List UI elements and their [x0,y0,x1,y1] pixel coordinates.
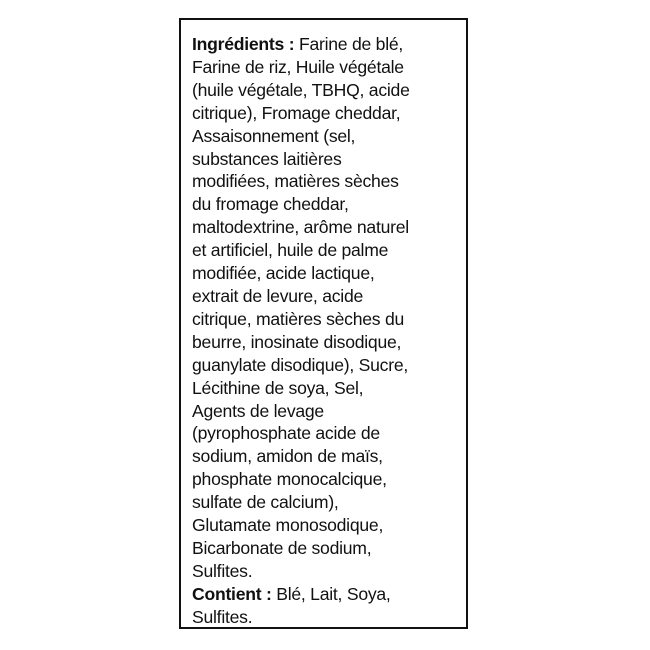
ingredients-line-15: guanylate disodique), Sucre, [192,354,408,375]
ingredients-line-6: substances laitières [192,148,342,169]
ingredients-line-11: modifiée, acide lactique, [192,263,375,284]
ingredients-line-9: maltodextrine, arôme naturel [192,217,409,238]
ingredients-line-1-text: Farine de blé, [294,34,404,54]
ingredients-line-21: sulfate de calcium), [192,492,339,513]
ingredients-line-17: Agents de levage [192,400,324,421]
ingredients-line-12: extrait de levure, acide [192,285,364,306]
ingredients-line-14: beurre, inosinate disodique, [192,331,402,352]
ingredients-line-10: et artificiel, huile de palme [192,240,389,261]
ingredients-line-24: Sulfites. [192,560,253,581]
ingredients-line-3: (huile végétale, TBHQ, acide [192,79,410,100]
ingredients-line-7: modifiées, matières sèches [192,171,399,192]
ingredients-line-16: Lécithine de soya, Sel, [192,377,364,398]
ingredients-label-box [179,18,468,629]
contains-line-1-text: Blé, Lait, Soya, [271,583,391,604]
contains-line-1 [192,583,462,606]
ingredients-line-2: Farine de riz, Huile végétale [192,56,404,77]
ingredients-line-1 [192,33,462,56]
ingredients-line-23: Bicarbonate de sodium, [192,537,372,558]
ingredients-line-20: phosphate monocalcique, [192,469,387,490]
ingredients-line-8: du fromage cheddar, [192,194,349,215]
ingredients-line-4: citrique), Fromage cheddar, [192,102,401,123]
ingredients-line-22: Glutamate monosodique, [192,515,384,536]
ingredients-line-19: sodium, amidon de maïs, [192,446,383,467]
ingredients-line-18: (pyrophosphate acide de [192,423,380,444]
ingredients-heading: Ingrédients : [192,34,295,54]
ingredients-line-13: citrique, matières sèches du [192,308,405,329]
contains-heading: Contient : [192,583,272,604]
ingredients-line-5: Assaisonnement (sel, [192,125,356,146]
ingredients-text-block [192,33,462,629]
contains-line-2: Sulfites. [192,606,253,627]
